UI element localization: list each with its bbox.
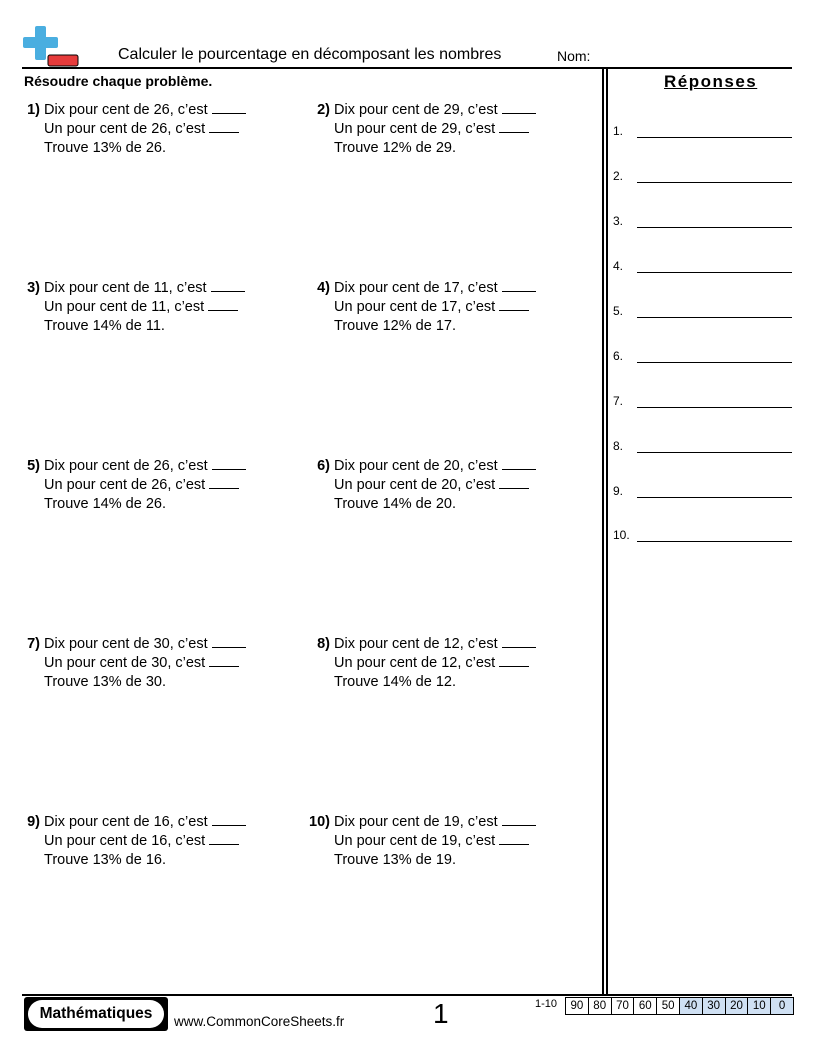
problem-number: 9) [27,814,40,830]
answer-blank [499,477,529,489]
answer-blank [212,458,246,470]
problem-line: Dix pour cent de 11, c’est [44,280,207,296]
score-table [565,997,794,1015]
score-cell: 50 [657,998,680,1015]
score-cell: 90 [566,998,589,1015]
answer-blank [502,280,536,292]
answer-number: 9. [613,484,624,498]
problem-line: Un pour cent de 26, c’est [44,121,206,137]
answer-blank [209,121,239,133]
problem-line: Trouve 14% de 12. [334,674,456,690]
problem-line: Un pour cent de 29, c’est [334,121,496,137]
score-cell: 20 [725,998,748,1015]
page-number: 1 [433,998,449,1029]
score-cell: 10 [748,998,771,1015]
score-cell: 40 [679,998,702,1015]
problem-line: Trouve 13% de 16. [44,852,166,868]
problem-number: 10) [309,814,330,830]
brand-badge [24,997,168,1031]
site-url: www.CommonCoreSheets.fr [174,1014,345,1029]
problem-line: Trouve 13% de 26. [44,140,166,156]
instructions: Résoudre chaque problème. [24,73,213,89]
problem-line: Un pour cent de 11, c’est [44,299,205,315]
answer-underline [637,497,792,498]
answer-underline [637,407,792,408]
answer-number: 1. [613,124,624,138]
score-cell: 60 [634,998,657,1015]
problem-number: 4) [317,280,330,296]
score-cell: 0 [771,998,794,1015]
problem-number: 5) [27,458,40,474]
answer-blank [209,655,239,667]
answer-number: 5. [613,304,624,318]
score-cell: 70 [611,998,634,1015]
problem-number: 1) [27,102,40,118]
problem-line: Trouve 14% de 26. [44,496,166,512]
answer-blank [499,655,529,667]
answer-underline [637,317,792,318]
problem-line: Dix pour cent de 12, c’est [334,636,498,652]
brand-label: Mathématiques [28,1000,164,1028]
problem-line: Un pour cent de 30, c’est [44,655,206,671]
answer-blank [212,636,246,648]
answer-blank [212,814,246,826]
problem-line: Un pour cent de 26, c’est [44,477,206,493]
answer-blank [499,833,529,845]
answer-underline [637,362,792,363]
problem-line: Trouve 14% de 11. [44,318,165,334]
problem-line: Trouve 12% de 29. [334,140,456,156]
answer-underline [637,137,792,138]
answer-underline [637,182,792,183]
answer-underline [637,272,792,273]
answer-number: 8. [613,439,624,453]
problem-line: Un pour cent de 20, c’est [334,477,496,493]
answer-blank [502,102,536,114]
problem-line: Dix pour cent de 26, c’est [44,458,208,474]
problem-line: Dix pour cent de 29, c’est [334,102,498,118]
answer-number: 3. [613,214,624,228]
answer-underline [637,541,792,542]
header-rule [22,67,792,69]
name-label: Nom: [557,48,591,64]
answer-blank [502,458,536,470]
column-divider [602,67,608,995]
answer-blank [499,299,529,311]
score-range-label: 1-10 [535,998,558,1010]
answer-blank [208,299,238,311]
problem-line: Dix pour cent de 30, c’est [44,636,208,652]
answer-number: 4. [613,259,624,273]
problem-line: Dix pour cent de 16, c’est [44,814,208,830]
page-title: Calculer le pourcentage en décomposant les nombres [118,46,502,63]
answer-underline [637,227,792,228]
answer-number: 6. [613,349,624,363]
problem-number: 7) [27,636,40,652]
answer-number: 10. [613,528,630,542]
footer-rule [22,994,792,996]
problem-line: Un pour cent de 17, c’est [334,299,496,315]
score-cell: 80 [588,998,611,1015]
problem-line: Dix pour cent de 20, c’est [334,458,498,474]
answer-blank [209,477,239,489]
problem-line: Trouve 13% de 19. [334,852,456,868]
problem-line: Un pour cent de 19, c’est [334,833,496,849]
problem-line: Dix pour cent de 19, c’est [334,814,498,830]
problem-number: 6) [317,458,330,474]
problem-number: 2) [317,102,330,118]
answers-title: Réponses [664,72,758,91]
answer-number: 2. [613,169,624,183]
problem-line: Dix pour cent de 17, c’est [334,280,498,296]
problem-line: Trouve 13% de 30. [44,674,166,690]
answer-blank [209,833,239,845]
plus-minus-logo-icon [22,24,80,68]
answer-blank [502,814,536,826]
answer-blank [211,280,245,292]
score-cell: 30 [702,998,725,1015]
problem-line: Un pour cent de 16, c’est [44,833,206,849]
answer-blank [502,636,536,648]
problem-number: 3) [27,280,40,296]
problem-line: Dix pour cent de 26, c’est [44,102,208,118]
problem-line: Un pour cent de 12, c’est [334,655,496,671]
answer-underline [637,452,792,453]
problem-line: Trouve 14% de 20. [334,496,456,512]
answer-number: 7. [613,394,624,408]
answer-blank [212,102,246,114]
answer-blank [499,121,529,133]
problem-line: Trouve 12% de 17. [334,318,456,334]
problem-number: 8) [317,636,330,652]
